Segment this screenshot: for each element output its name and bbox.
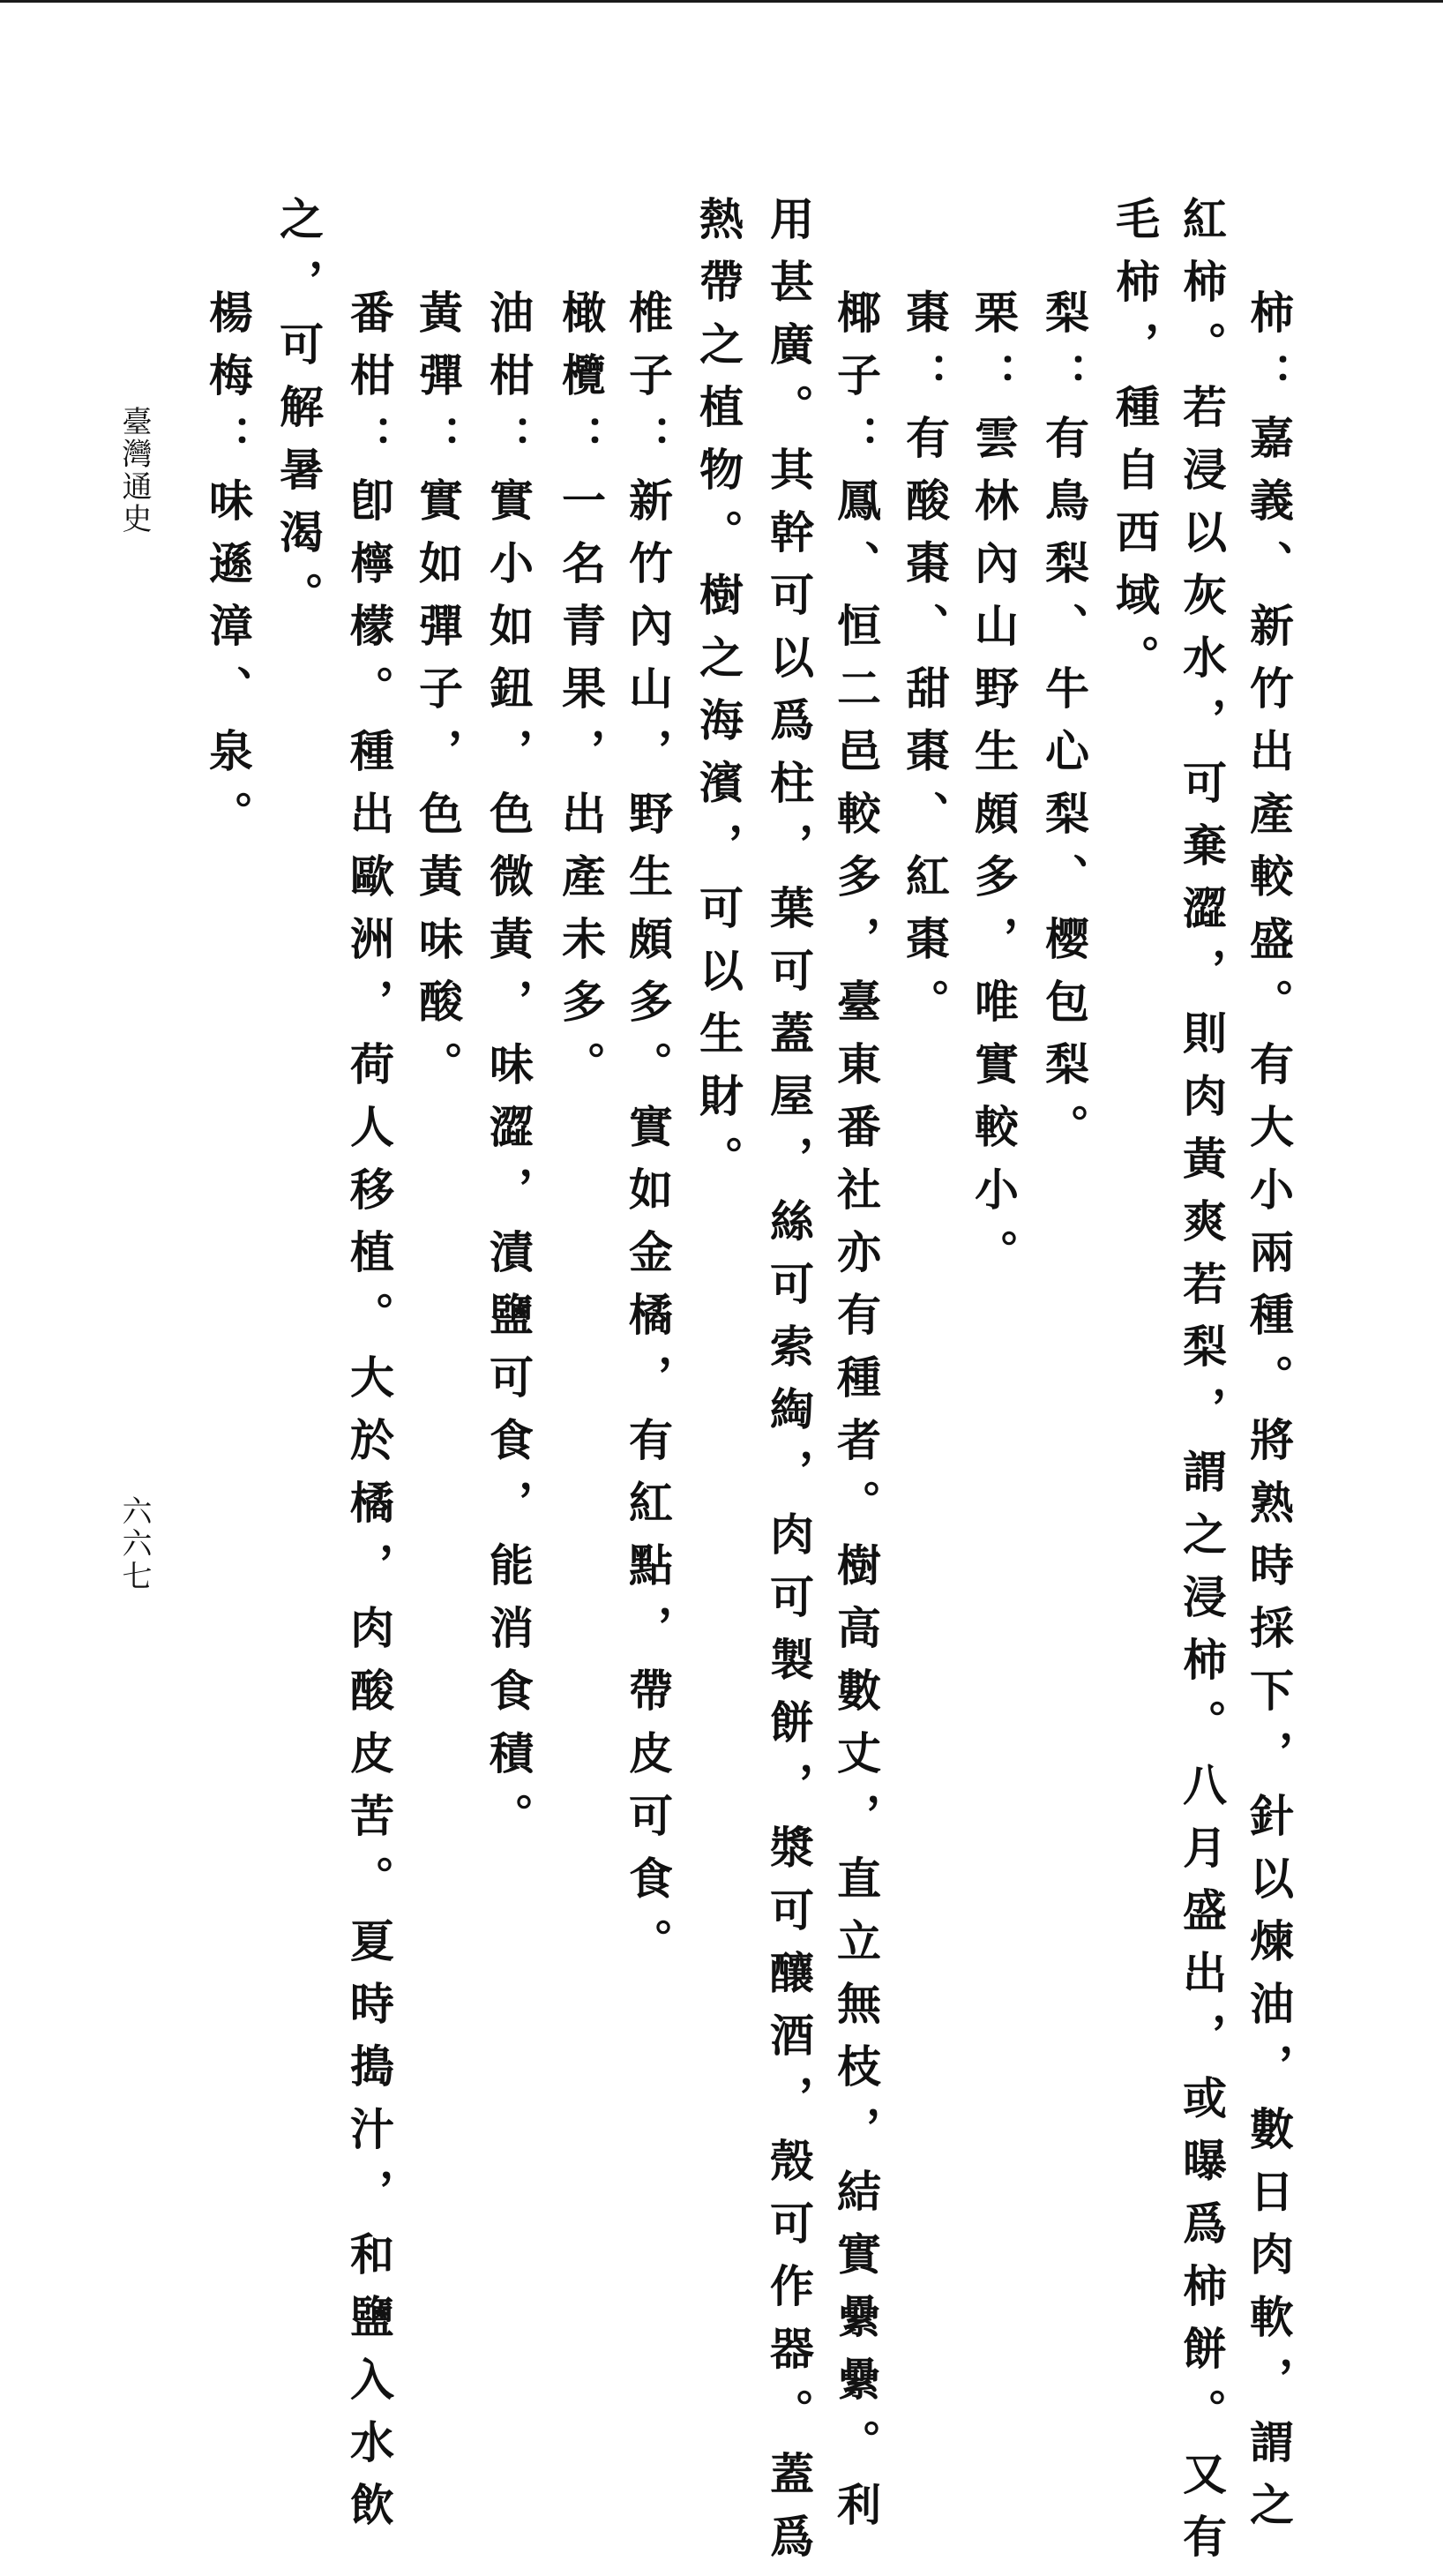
- book-title: 臺灣通史: [116, 406, 152, 535]
- text-column-5: 栗：雲林內山野生頗多，唯實較小。: [968, 289, 1020, 1292]
- top-border-line: [0, 0, 1443, 3]
- text-column-16: 楊梅：味遜漳、泉。: [202, 289, 254, 853]
- text-column-11: 橄欖：一名青果，出產未多。: [555, 289, 607, 1104]
- text-column-14: 番柑：卽檸檬。種出歐洲，荷人移植。大於橘，肉酸皮苦。夏時搗汁，和鹽入水飲: [343, 289, 395, 2544]
- text-column-13: 黃彈：實如彈子，色黃味酸。: [412, 289, 464, 1104]
- text-column-2: 紅柿。若浸以灰水，可棄澀，則肉黃爽若梨，謂之浸柿。八月盛出，或曝爲柿餅。又有: [1176, 196, 1228, 2576]
- text-column-9: 熱帶之植物。樹之海濱，可以生財。: [692, 196, 744, 1198]
- text-column-8: 用甚廣。其幹可以爲柱，葉可蓋屋，絲可索綯，肉可製餅，漿可釀酒，殼可作器。蓋爲: [763, 196, 815, 2576]
- page-number: 六六七: [116, 1495, 152, 1593]
- text-column-10: 椎子：新竹內山，野生頗多。實如金橘，有紅點，帶皮可食。: [622, 289, 674, 1981]
- text-column-6: 棗：有酸棗、甜棗、紅棗。: [899, 289, 951, 1041]
- text-column-3: 毛柿，種自西域。: [1109, 196, 1161, 697]
- text-column-4: 梨：有鳥梨、牛心梨、樱包梨。: [1038, 289, 1090, 1166]
- text-column-7: 椰子：鳳、恒二邑較多，臺東番社亦有種者。樹高數丈，直立無枝，結實纍纍。利: [830, 289, 882, 2544]
- text-column-15: 之，可解暑渴。: [273, 196, 325, 634]
- text-column-12: 油柑：實小如鈕，色微黃，味澀，漬鹽可食，能消食積。: [482, 289, 535, 1855]
- text-column-1: 柿：嘉義、新竹出產較盛。有大小兩種。將熟時採下，針以煉油，數日肉軟，謂之: [1243, 289, 1295, 2544]
